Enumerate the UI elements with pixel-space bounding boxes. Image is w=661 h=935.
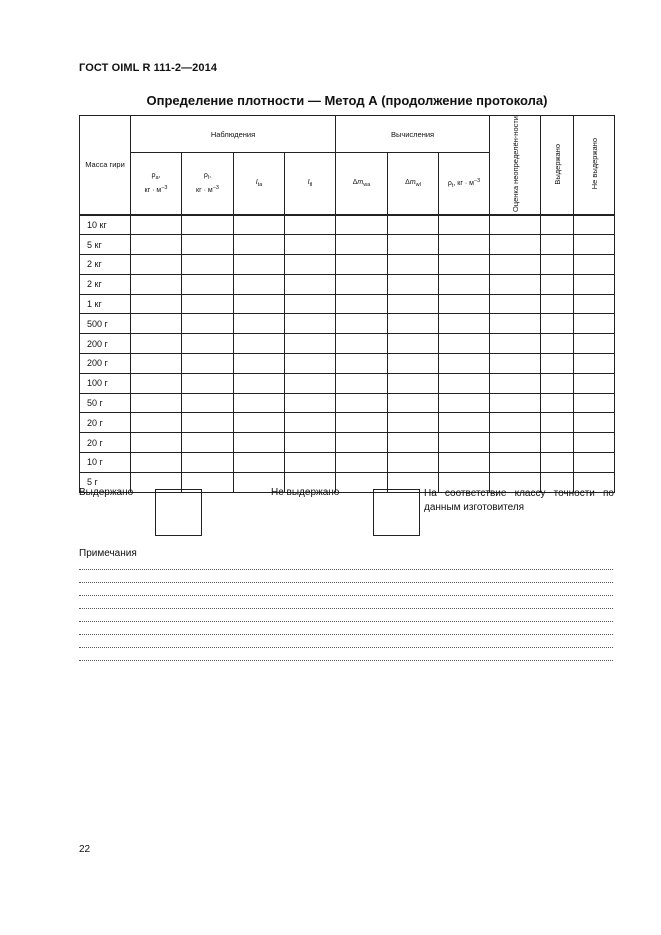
- data-cell[interactable]: [541, 274, 574, 294]
- data-cell[interactable]: [439, 294, 490, 314]
- data-cell[interactable]: [131, 354, 182, 374]
- table-row: [80, 393, 615, 413]
- data-cell[interactable]: [182, 393, 234, 413]
- notes-line[interactable]: [79, 647, 613, 648]
- data-cell[interactable]: [439, 433, 490, 453]
- data-cell[interactable]: [388, 255, 439, 275]
- data-cell[interactable]: [439, 314, 490, 334]
- table-row: [80, 334, 615, 354]
- data-cell[interactable]: [131, 334, 182, 354]
- data-cell[interactable]: [439, 255, 490, 275]
- failed-checkbox[interactable]: [373, 489, 420, 536]
- data-cell[interactable]: [336, 314, 388, 334]
- data-cell[interactable]: [285, 393, 336, 413]
- data-cell[interactable]: [541, 314, 574, 334]
- data-cell[interactable]: [490, 294, 541, 314]
- data-cell[interactable]: [234, 274, 285, 294]
- data-cell[interactable]: [336, 354, 388, 374]
- data-cell[interactable]: [541, 255, 574, 275]
- data-cell[interactable]: [574, 215, 615, 235]
- data-cell[interactable]: [490, 413, 541, 433]
- data-cell[interactable]: [336, 215, 388, 235]
- mass-cell: 20 г: [80, 413, 131, 433]
- rho-t-header: $\rho_t$, кг · $м^{-3}$: [439, 153, 490, 215]
- mass-cell: 5 кг: [80, 235, 131, 255]
- data-cell[interactable]: [574, 373, 615, 393]
- table-row: [80, 413, 615, 433]
- passed-label: Выдержано: [79, 487, 134, 498]
- data-cell[interactable]: [234, 393, 285, 413]
- data-cell[interactable]: [574, 413, 615, 433]
- data-cell[interactable]: [388, 413, 439, 433]
- data-cell[interactable]: [541, 413, 574, 433]
- data-cell[interactable]: [490, 274, 541, 294]
- data-cell[interactable]: [131, 393, 182, 413]
- data-cell[interactable]: [490, 314, 541, 334]
- uncertainty-column-header: Оценка неопределён-ности: [490, 116, 541, 215]
- data-cell[interactable]: [234, 294, 285, 314]
- data-cell[interactable]: [574, 453, 615, 473]
- notes-line[interactable]: [79, 621, 613, 622]
- data-cell[interactable]: [388, 334, 439, 354]
- t-ta-header: $I_{ta}$: [234, 153, 285, 215]
- data-cell[interactable]: [285, 334, 336, 354]
- data-cell[interactable]: [131, 294, 182, 314]
- data-cell[interactable]: [490, 433, 541, 453]
- data-cell[interactable]: [336, 334, 388, 354]
- mass-cell: 20 г: [80, 433, 131, 453]
- data-cell[interactable]: [285, 255, 336, 275]
- mass-cell: 500 г: [80, 314, 131, 334]
- data-cell[interactable]: [541, 215, 574, 235]
- data-cell[interactable]: [541, 294, 574, 314]
- delta-m-wa-header: $\Delta m_{wa}$: [336, 153, 388, 215]
- data-cell[interactable]: [131, 413, 182, 433]
- table-row: [80, 255, 615, 275]
- data-cell[interactable]: [285, 274, 336, 294]
- data-cell[interactable]: [336, 373, 388, 393]
- conformity-label: На соответствие классу точности по данным изготовителя: [424, 488, 614, 513]
- data-cell[interactable]: [336, 274, 388, 294]
- data-cell[interactable]: [439, 413, 490, 433]
- data-cell[interactable]: [285, 413, 336, 433]
- page-title: Определение плотности — Метод А (продолжение протокола): [146, 93, 548, 108]
- notes-title: Примечания: [79, 548, 137, 559]
- protocol-table: [79, 115, 615, 493]
- data-cell[interactable]: [336, 235, 388, 255]
- data-cell[interactable]: [234, 334, 285, 354]
- data-cell[interactable]: [131, 314, 182, 334]
- data-cell[interactable]: [285, 373, 336, 393]
- data-cell[interactable]: [131, 373, 182, 393]
- data-cell[interactable]: [182, 453, 234, 473]
- table-row: [80, 294, 615, 314]
- data-cell[interactable]: [131, 433, 182, 453]
- passed-checkbox[interactable]: [155, 489, 202, 536]
- data-cell[interactable]: [574, 294, 615, 314]
- table-row: [80, 373, 615, 393]
- data-cell[interactable]: [490, 453, 541, 473]
- mass-column-header: Масса гири: [80, 116, 131, 215]
- mass-cell: 5 г: [80, 472, 131, 492]
- data-cell[interactable]: [490, 393, 541, 413]
- passed-column-header: Выдержано: [541, 116, 574, 215]
- data-cell[interactable]: [490, 255, 541, 275]
- data-cell[interactable]: [182, 413, 234, 433]
- data-cell[interactable]: [285, 453, 336, 473]
- data-cell[interactable]: [182, 314, 234, 334]
- notes-line[interactable]: [79, 660, 613, 661]
- data-cell[interactable]: [541, 453, 574, 473]
- data-cell[interactable]: [182, 274, 234, 294]
- mass-cell: 2 кг: [80, 274, 131, 294]
- table-row: [80, 235, 615, 255]
- rho-a-header: $\rho_a$, кг · $м^{-3}$: [131, 153, 182, 215]
- data-cell[interactable]: [182, 255, 234, 275]
- mass-cell: 2 кг: [80, 255, 131, 275]
- mass-cell: 1 кг: [80, 294, 131, 314]
- data-cell[interactable]: [439, 373, 490, 393]
- data-cell[interactable]: [182, 215, 234, 235]
- data-cell[interactable]: [541, 393, 574, 413]
- table-row: [80, 354, 615, 374]
- data-cell[interactable]: [131, 235, 182, 255]
- data-cell[interactable]: [439, 274, 490, 294]
- data-cell[interactable]: [336, 433, 388, 453]
- data-cell[interactable]: [388, 354, 439, 374]
- data-cell[interactable]: [285, 215, 336, 235]
- observations-group-header: Наблюдения: [131, 116, 336, 153]
- data-cell[interactable]: [490, 235, 541, 255]
- page-number: 22: [79, 844, 91, 855]
- data-cell[interactable]: [574, 255, 615, 275]
- data-cell[interactable]: [490, 215, 541, 235]
- data-cell[interactable]: [285, 354, 336, 374]
- mass-cell: 10 кг: [80, 215, 131, 235]
- data-cell[interactable]: [439, 235, 490, 255]
- data-cell[interactable]: [336, 453, 388, 473]
- data-cell[interactable]: [388, 314, 439, 334]
- data-cell[interactable]: [234, 453, 285, 473]
- table-row: [80, 215, 615, 235]
- data-cell[interactable]: [336, 413, 388, 433]
- data-cell[interactable]: [388, 433, 439, 453]
- data-cell[interactable]: [490, 354, 541, 374]
- data-cell[interactable]: [490, 373, 541, 393]
- data-cell[interactable]: [541, 354, 574, 374]
- data-cell[interactable]: [336, 255, 388, 275]
- data-cell[interactable]: [131, 215, 182, 235]
- data-cell[interactable]: [182, 235, 234, 255]
- data-cell[interactable]: [574, 314, 615, 334]
- notes-line[interactable]: [79, 608, 613, 609]
- data-cell[interactable]: [388, 274, 439, 294]
- mass-cell: 200 г: [80, 354, 131, 374]
- data-cell[interactable]: [490, 334, 541, 354]
- data-cell[interactable]: [131, 274, 182, 294]
- data-cell[interactable]: [574, 274, 615, 294]
- data-cell[interactable]: [234, 373, 285, 393]
- data-cell[interactable]: [234, 215, 285, 235]
- data-cell[interactable]: [574, 235, 615, 255]
- table-row: [80, 453, 615, 473]
- data-cell[interactable]: [541, 373, 574, 393]
- data-cell[interactable]: [234, 413, 285, 433]
- data-cell[interactable]: [234, 235, 285, 255]
- data-cell[interactable]: [439, 393, 490, 413]
- data-cell[interactable]: [131, 255, 182, 275]
- data-cell[interactable]: [388, 453, 439, 473]
- calculations-group-header: Вычисления: [336, 116, 490, 153]
- data-cell[interactable]: [574, 433, 615, 453]
- data-cell[interactable]: [131, 453, 182, 473]
- mass-cell: 200 г: [80, 334, 131, 354]
- table-row: [80, 433, 615, 453]
- data-cell[interactable]: [234, 314, 285, 334]
- data-cell[interactable]: [182, 373, 234, 393]
- notes-line[interactable]: [79, 595, 613, 596]
- notes-line[interactable]: [79, 569, 613, 570]
- data-cell[interactable]: [574, 393, 615, 413]
- t-tl-header: $I_{tl}$: [285, 153, 336, 215]
- data-cell[interactable]: [234, 354, 285, 374]
- table-row: [80, 314, 615, 334]
- data-cell[interactable]: [182, 433, 234, 453]
- failed-label: Не выдержано: [271, 487, 340, 498]
- data-cell[interactable]: [439, 215, 490, 235]
- data-cell[interactable]: [439, 334, 490, 354]
- data-cell[interactable]: [439, 354, 490, 374]
- data-cell[interactable]: [439, 453, 490, 473]
- table-row: [80, 274, 615, 294]
- data-cell[interactable]: [285, 314, 336, 334]
- mass-cell: 10 г: [80, 453, 131, 473]
- data-cell[interactable]: [234, 255, 285, 275]
- notes-line[interactable]: [79, 582, 613, 583]
- data-cell[interactable]: [388, 373, 439, 393]
- data-cell[interactable]: [336, 393, 388, 413]
- data-cell[interactable]: [234, 433, 285, 453]
- mass-cell: 50 г: [80, 393, 131, 413]
- data-cell[interactable]: [285, 433, 336, 453]
- data-cell[interactable]: [182, 354, 234, 374]
- data-cell[interactable]: [336, 294, 388, 314]
- data-cell[interactable]: [285, 235, 336, 255]
- delta-m-wl-header: $\Delta m_{wl}$: [388, 153, 439, 215]
- data-cell[interactable]: [388, 235, 439, 255]
- data-cell[interactable]: [388, 294, 439, 314]
- data-cell[interactable]: [388, 215, 439, 235]
- data-cell[interactable]: [541, 235, 574, 255]
- mass-cell: 100 г: [80, 373, 131, 393]
- data-cell[interactable]: [182, 294, 234, 314]
- data-cell[interactable]: [574, 354, 615, 374]
- document-code: ГОСТ OIML R 111-2—2014: [79, 62, 218, 74]
- data-cell[interactable]: [541, 334, 574, 354]
- data-cell[interactable]: [574, 334, 615, 354]
- data-cell[interactable]: [388, 393, 439, 413]
- data-cell[interactable]: [541, 433, 574, 453]
- notes-line[interactable]: [79, 634, 613, 635]
- rho-l-header: $\rho_l$, кг · $м^{-3}$: [182, 153, 234, 215]
- data-cell[interactable]: [285, 294, 336, 314]
- data-cell[interactable]: [182, 334, 234, 354]
- failed-column-header: Не выдержано: [574, 116, 615, 215]
